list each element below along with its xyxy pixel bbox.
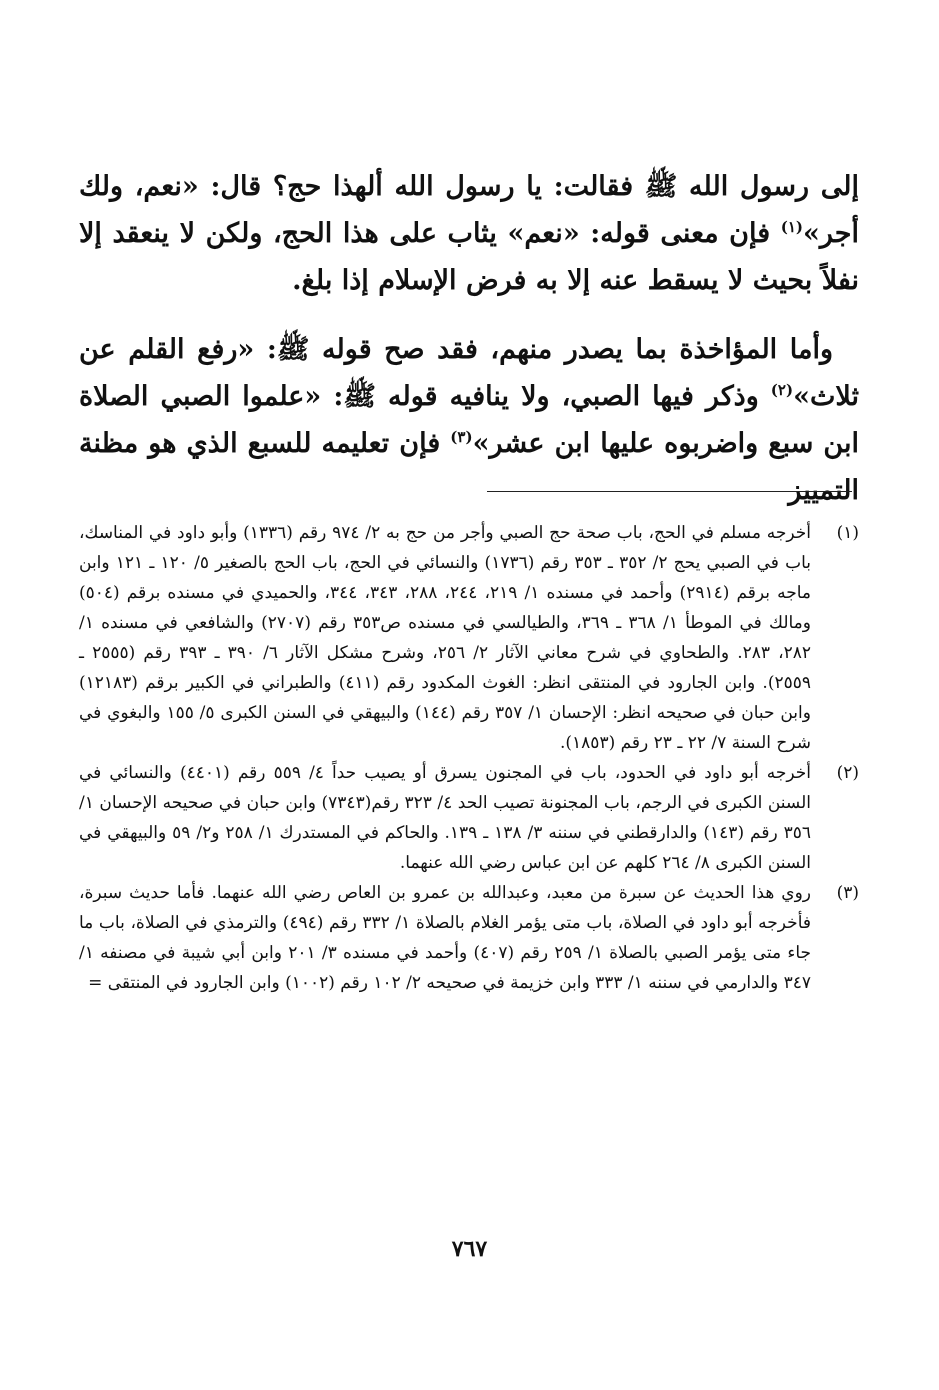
footnote-ref: (٣) [450,428,473,446]
main-paragraph-2: وأما المؤاخذة بما يصدر منهم، فقد صح قوله ﷺ: «رفع القلم عن ثلاث»$^{(٢)}$ وذكر فيها الصبي، ولا ينافيه قوله ﷺ: «علموا الصبي الصلاة ابن سبع واضربوه عليها ابن عشر»$^{(٣)}$ فإن تعليمه للسبع الذي هو مظنة التمييز [79,334,859,506]
footnote-separator [487,491,852,492]
footnote-number: ( ٣ ) [837,878,859,908]
footnote-number: ( ١ ) [837,518,859,548]
footnote-text: أخرجه أبو داود في الحدود، باب في المجنون يسرق أو يصيب حداً ٤/ ٥٥٩ رقم (٤٤٠١) والنسائي في السنن الكبرى في الرجم، باب المجنونة تصيب الحد ٤/ ٣٢٣ رقم(٧٣٤٣) وابن حبان في صحيحه الإحسان ١/ ٣٥٦ رقم (١٤٣) والدارقطني في سننه ٣/ ١٣٨ ـ ١٣٩. والحاكم في المستدرك ١/ ٢٥٨ و٢/ ٥٩ والبيهقي في السنن الكبرى ٨/ ٢٦٤ كلهم عن ابن عباس رضي الله عنهما. [79,763,811,873]
main-paragraph-1: إلى رسول الله ﷺ فقالت: يا رسول الله ألهذا حج؟ قال: «نعم، ولك أجر»$^{(١)}$ فإن معنى قوله: «نعم» يثاب على هذا الحج، ولكن لا ينعقد إلا نفلاً بحيث لا يسقط عنه إلا به فرض الإسلام إذا بلغ. [79,171,859,296]
footnote-text: أخرجه مسلم في الحج، باب صحة حج الصبي وأجر من حج به ٢/ ٩٧٤ رقم (١٣٣٦) وأبو داود في المناسك، باب في الصبي يحج ٢/ ٣٥٢ ـ ٣٥٣ رقم (١٧٣٦) والنسائي في الحج، باب الحج بالصغير ٥/ ١٢٠ ـ ١٢١ وابن ماجه برقم (٢٩١٤) وأحمد في مسنده ١/ ٢١٩، ٢٤٤، ٢٨٨، ٣٤٣، ٣٤٤، والحميدي في مسنده برقم (٥٠٤) ومالك في الموطأ ١/ ٣٦٨ ـ ٣٦٩، والطيالسي في مسنده ص٣٥٣ رقم (٢٧٠٧) والشافعي في مسنده ١/ ٢٨٢، ٢٨٣. والطحاوي في شرح معاني الآثار ٢/ ٢٥٦، وشرح مشكل الآثار ٦/ ٣٩٠ ـ ٣٩٣ رقم (٢٥٥٥ ـ ٢٥٥٩). وابن الجارود في المنتقى انظر: الغوث المكدود رقم (٤١١) والطبراني في الكبير برقم (١٢١٨٣) وابن حبان في صحيحه انظر: الإحسان ١/ ٣٥٧ رقم (١٤٤) والبيهقي في السنن الكبرى ٥/ ١٥٥ والبغوي في شرح السنة ٧/ ٢٢ ـ ٢٣ رقم (١٨٥٣). [79,523,812,753]
footnote-text: روي هذا الحديث عن سبرة من معبد، وعبدالله بن عمرو بن العاص رضي الله عنهما. فأما حديث سبرة، فأخرجه أبو داود في الصلاة، باب متى يؤمر الغلام بالصلاة ١/ ٣٣٢ رقم (٤٩٤) والترمذي في الصلاة، باب ما جاء متى يؤمر الصبي بالصلاة ١/ ٢٥٩ رقم (٤٠٧) وأحمد في مسنده ٣/ ٢٠١ وابن أبي شيبة في مصنفه ١/ ٣٤٧ والدارمي في سننه ١/ ٣٣٣ وابن خزيمة في صحيحه ٢/ ١٠٢ رقم (١٠٠٢) وابن الجارود في المنتقى = [79,883,812,993]
footnote-ref: (٢) [770,381,794,399]
footnote-ref: (١) [780,218,804,236]
footnotes [79,518,859,998]
main-text [79,163,859,514]
footnote [79,518,859,758]
footnote [79,878,859,998]
footnote [79,758,859,878]
page-number: ٧٦٧ [451,1236,488,1262]
footnote-number: ( ٢ ) [837,758,859,788]
